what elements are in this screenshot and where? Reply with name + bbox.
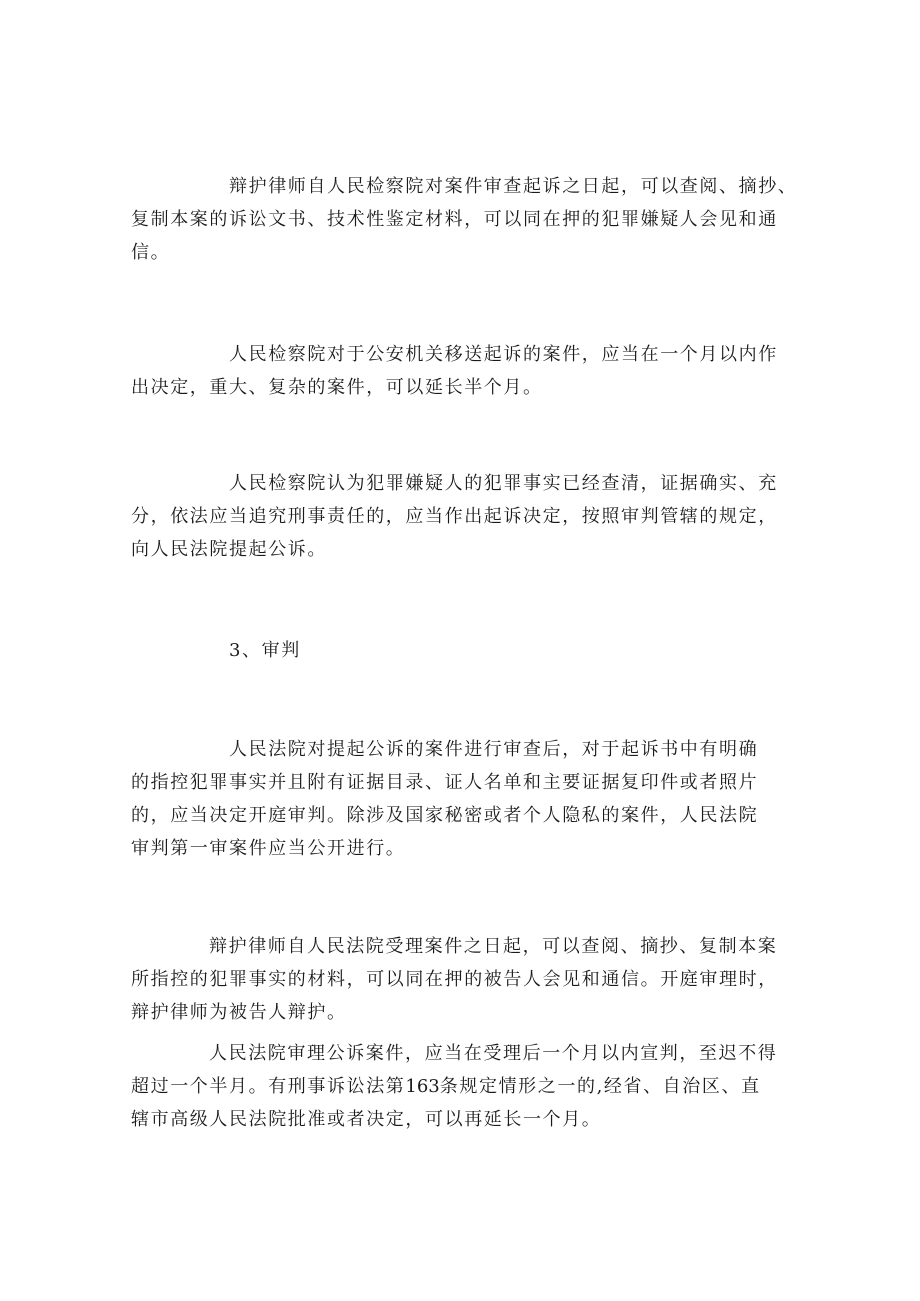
- text-line: 分，依法应当追究刑事责任的，应当作出起诉决定，按照审判管辖的规定，: [131, 506, 778, 527]
- text-line: 的，应当决定开庭审判。除涉及国家秘密或者个人隐私的案件，人民法院: [131, 805, 759, 826]
- text-line: 辩护律师自人民检察院对案件审查起诉之日起，可以查阅、摘抄、: [229, 176, 798, 197]
- article-number: 163: [405, 1076, 440, 1097]
- section-heading-text: 3、审判: [229, 640, 301, 661]
- paragraph-trial-time-limit: [131, 1037, 777, 1136]
- text-line: 辖市高级人民法院批准或者决定，可以再延长一个月。: [131, 1109, 602, 1130]
- paragraph-public-prosecution: [131, 467, 778, 566]
- text-segment: 条规定情形之一的,经省、自治区、直: [439, 1076, 761, 1097]
- text-line: 人民法院对提起公诉的案件进行审查后，对于起诉书中有明确: [229, 739, 759, 760]
- text-line: 辩护律师为被告人辩护。: [131, 1002, 347, 1023]
- paragraph-defense-court-access: [131, 930, 778, 1029]
- text-line: 辩护律师自人民法院受理案件之日起，可以查阅、摘抄、复制本案: [209, 936, 778, 957]
- text-line: 出决定，重大、复杂的案件，可以延长半个月。: [131, 377, 543, 398]
- text-line: 所指控的犯罪事实的材料，可以同在押的被告人会见和通信。开庭审理时，: [131, 969, 778, 990]
- paragraph-prosecution-decision-period: [131, 338, 778, 404]
- paragraph-defense-review-prosecution: [131, 170, 797, 269]
- text-line: 审判第一审案件应当公开进行。: [131, 838, 406, 859]
- section-heading-trial: [131, 634, 301, 667]
- text-line: 的指控犯罪事实并且附有证据目录、证人名单和主要证据复印件或者照片: [131, 772, 759, 793]
- text-segment: 超过一个半月。有刑事诉讼法第: [131, 1076, 406, 1097]
- text-line: 向人民法院提起公诉。: [131, 539, 327, 560]
- paragraph-court-review: [131, 733, 758, 865]
- text-line: 复制本案的诉讼文书、技术性鉴定材料，可以同在押的犯罪嫌疑人会见和通: [131, 209, 778, 230]
- text-line-with-article-number: [131, 1070, 777, 1103]
- text-line: 信。: [131, 242, 171, 263]
- text-line: 人民检察院对于公安机关移送起诉的案件，应当在一个月以内作: [229, 344, 778, 365]
- text-line: 人民检察院认为犯罪嫌疑人的犯罪事实已经查清，证据确实、充: [229, 473, 778, 494]
- text-line: 人民法院审理公诉案件，应当在受理后一个月以内宣判，至迟不得: [209, 1043, 778, 1064]
